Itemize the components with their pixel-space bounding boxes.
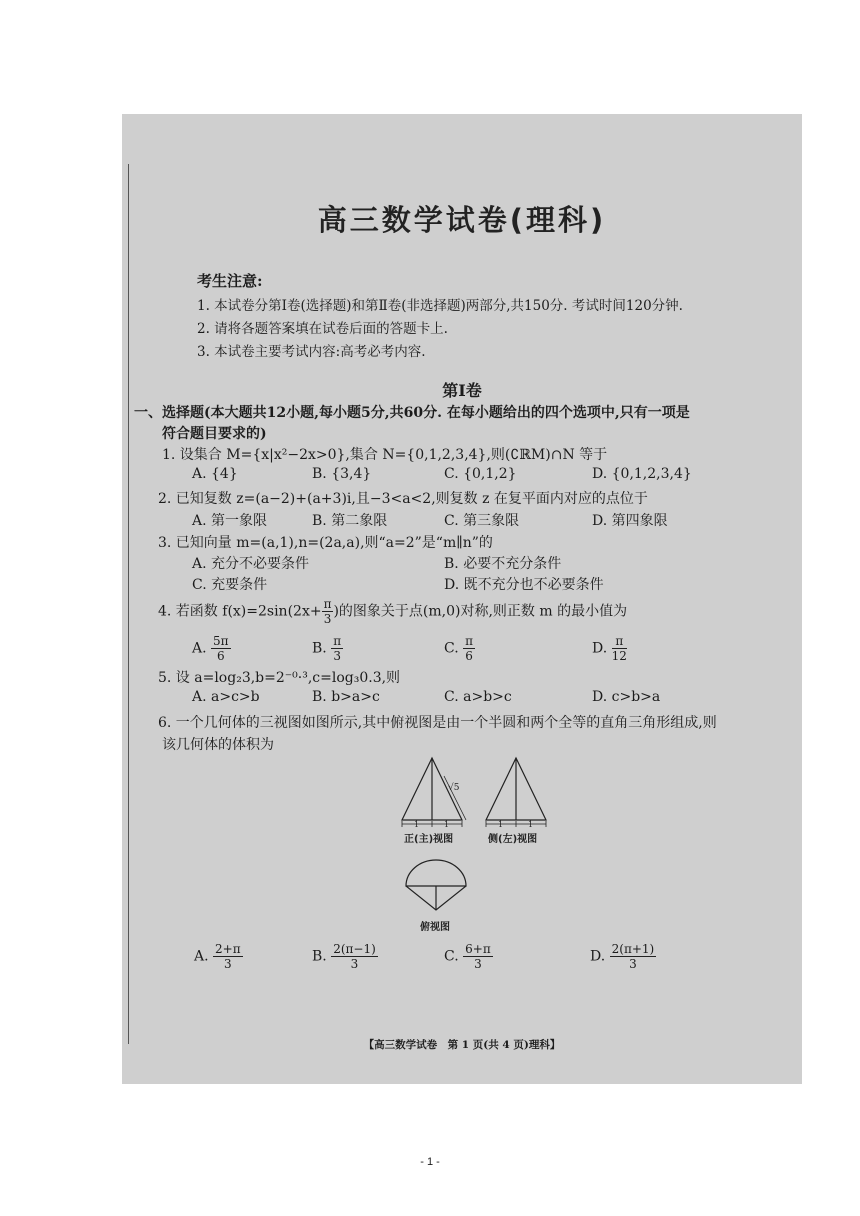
q6-option-a <box>194 942 243 971</box>
q4-option-a <box>192 634 231 663</box>
q6-option-d <box>590 942 656 971</box>
q3-option-a: A. 充分不必要条件 <box>192 556 310 572</box>
q4-stem-fraction <box>322 597 334 626</box>
q4-stem-post: )的图象关于点(m,0)对称,则正数 m 的最小值为 <box>333 603 628 620</box>
volume-title: 第Ⅰ卷 <box>442 381 482 400</box>
frac-numerator: π <box>465 634 474 648</box>
option-label: A. <box>192 640 207 657</box>
frac-numerator: 6+π <box>465 942 491 956</box>
q2-option-c: C. 第三象限 <box>444 513 520 529</box>
option-fraction <box>211 634 231 663</box>
frac-denominator: 3 <box>223 957 232 971</box>
frac-numerator: 2(π+1) <box>611 942 655 956</box>
notice-item: 2. 请将各题答案填在试卷后面的答题卡上. <box>197 321 448 337</box>
question-5-stem: 5. 设 a=log₂3,b=2⁻⁰·³,c=log₃0.3,则 <box>158 670 401 686</box>
frac-denominator: 12 <box>611 649 627 663</box>
frac-numerator: π <box>612 634 627 649</box>
frac-numerator: 2(π−1) <box>333 942 376 956</box>
frac-numerator: 5π <box>213 634 229 648</box>
option-label: C. <box>444 948 459 965</box>
side-view-caption: 侧(左)视图 <box>488 834 538 845</box>
frac-denominator: 6 <box>216 649 225 663</box>
option-fraction <box>610 942 657 971</box>
q5-option-c: C. a>b>c <box>444 689 512 705</box>
front-view-caption: 正(主)视图 <box>404 834 454 845</box>
top-view-caption: 俯视图 <box>420 922 450 933</box>
dim-one-label: 1 <box>498 820 504 829</box>
paper-edge-line <box>128 164 129 1044</box>
q4-option-b <box>312 634 343 663</box>
q3-option-b: B. 必要不充分条件 <box>444 556 562 572</box>
frac-denominator: 3 <box>629 957 637 971</box>
option-label: B. <box>312 948 327 965</box>
q5-option-d: D. c>b>a <box>592 689 661 705</box>
dim-one-label: 1 <box>414 820 420 829</box>
frac-denominator: 6 <box>465 649 473 663</box>
q1-option-d: D. {0,1,2,3,4} <box>592 466 692 482</box>
exam-title: 高三数学试卷(理科) <box>317 203 607 237</box>
q1-option-c: C. {0,1,2} <box>444 466 517 482</box>
sqrt5-label: √5 <box>448 783 460 793</box>
option-label: A. <box>194 948 209 965</box>
q2-option-a: A. 第一象限 <box>192 513 268 529</box>
q5-option-a: A. a>c>b <box>192 689 260 705</box>
dim-one-label: 1 <box>444 820 450 829</box>
option-fraction <box>213 942 243 971</box>
option-fraction <box>463 942 493 971</box>
option-fraction <box>331 942 378 971</box>
frac-denominator: 3 <box>323 612 332 626</box>
frac-numerator: π <box>323 597 332 611</box>
question-3-stem: 3. 已知向量 m=(a,1),n=(2a,a),则“a=2”是“m∥n”的 <box>158 535 493 551</box>
option-label: D. <box>590 948 606 965</box>
page-number: - 1 - <box>420 1156 440 1168</box>
frac-denominator: 3 <box>474 957 482 971</box>
frac-numerator: π <box>333 634 342 648</box>
option-fraction <box>331 634 343 663</box>
dim-one-label: 1 <box>528 820 534 829</box>
question-1-stem: 1. 设集合 M={x|x²−2x>0},集合 N={0,1,2,3,4},则(∁ℝM)∩N 等于 <box>162 447 608 463</box>
section-heading: 一、选择题(本大题共12小题,每小题5分,共60分. 在每小题给出的四个选项中,只有一项是 <box>134 405 690 421</box>
section-heading-cont: 符合题目要求的) <box>162 426 267 442</box>
notice-item: 1. 本试卷分第Ⅰ卷(选择题)和第Ⅱ卷(非选择题)两部分,共150分. 考试时间120分钟. <box>197 298 683 314</box>
q2-option-b: B. 第二象限 <box>312 513 388 529</box>
q4-option-c <box>444 634 475 663</box>
exam-sheet-photo <box>122 114 802 1084</box>
notice-item: 3. 本试卷主要考试内容:高考必考内容. <box>197 344 426 360</box>
q1-option-a: A. {4} <box>192 466 238 482</box>
q2-option-d: D. 第四象限 <box>592 513 668 529</box>
option-label: C. <box>444 640 459 657</box>
frac-denominator: 3 <box>333 649 341 663</box>
option-label: D. <box>592 640 608 657</box>
q5-option-b: B. b>a>c <box>312 689 380 705</box>
option-label: B. <box>312 640 327 657</box>
frac-denominator: 3 <box>350 957 359 971</box>
question-4-stem <box>158 597 627 626</box>
q4-option-d <box>592 634 627 663</box>
question-6-stem-cont: 该几何体的体积为 <box>162 737 274 753</box>
q6-option-c <box>444 942 493 971</box>
question-2-stem: 2. 已知复数 z=(a−2)+(a+3)i,且−3<a<2,则复数 z 在复平面内对应的点位于 <box>158 491 648 507</box>
question-6-stem: 6. 一个几何体的三视图如图所示,其中俯视图是由一个半圆和两个全等的直角三角形组成,则 <box>158 715 717 731</box>
three-view-drawing <box>400 754 570 944</box>
q3-option-c: C. 充要条件 <box>192 577 268 593</box>
frac-numerator: 2+π <box>215 942 241 956</box>
option-fraction <box>612 634 627 663</box>
top-view-semicircle <box>406 860 466 886</box>
three-view-figure <box>400 754 570 944</box>
notice-heading: 考生注意: <box>197 272 263 290</box>
sheet-footer: 【高三数学试卷 第 1 页(共 4 页)理科】 <box>363 1039 561 1051</box>
option-fraction <box>463 634 475 663</box>
q3-option-d: D. 既不充分也不必要条件 <box>444 577 604 593</box>
q6-option-b <box>312 942 378 971</box>
q4-stem-pre: 4. 若函数 f(x)=2sin(2x+ <box>158 603 322 620</box>
q1-option-b: B. {3,4} <box>312 466 372 482</box>
